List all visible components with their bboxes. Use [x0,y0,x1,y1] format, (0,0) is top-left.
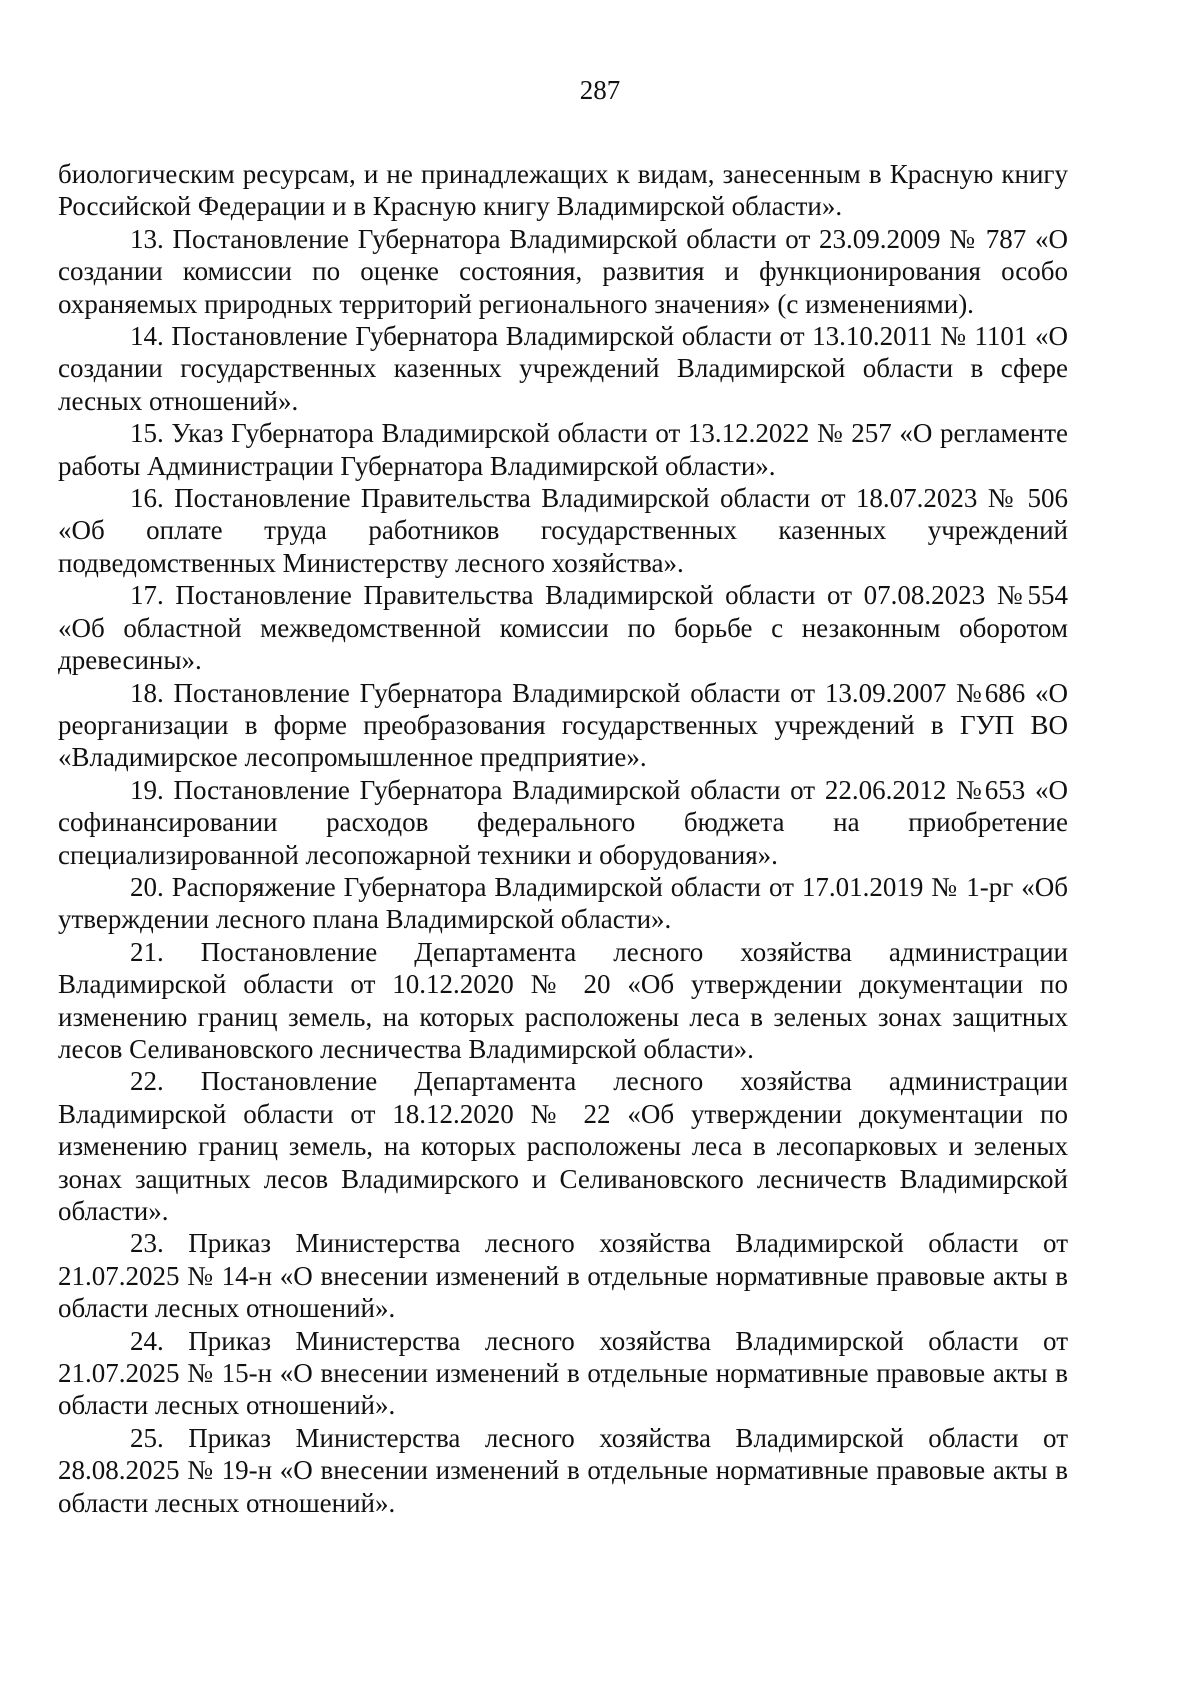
list-item-22: 22. Постановление Департамента лесного хозяйства администрации Владимирской области от 18.12.2020 № 22 «Об утверждении документации по изменению границ земель, на которых расположены леса в лесопарковых и зеленых зонах защитных лесов Владимирского и Селивановского лесничеств Владимирской области». [58,1066,1068,1226]
list-item-24: 24. Приказ Министерства лесного хозяйства Владимирской области от 21.07.2025 № 15-н «О внесении изменений в отдельные нормативные правовые акты в области лесных отношений». [58,1325,1068,1421]
list-item-19: 19. Постановление Губернатора Владимирской области от 22.06.2012 №653 «О софинансировании расходов федерального бюджета на приобретение специализированной лесопожарной техники и оборудования». [58,774,1068,870]
list-item-20: 20. Распоряжение Губернатора Владимирской области от 17.01.2019 № 1-рг «Об утверждении лесного плана Владимирской области». [58,871,1068,935]
list-item-14: 14. Постановление Губернатора Владимирской области от 13.10.2011 № 1101 «О создании государственных казенных учреждений Владимирской области в сфере лесных отношений». [58,321,1068,416]
page-number: 287 [579,75,621,105]
list-item-17: 17. Постановление Правительства Владимирской области от 07.08.2023 №554 «Об областной межведомственной комиссии по борьбе с незаконным оборотом древесины». [58,580,1068,676]
list-item-15: 15. Указ Губернатора Владимирской области от 13.12.2022 № 257 «О регламенте работы Администрации Губернатора Владимирской области». [58,418,1068,481]
list-item-21: 21. Постановление Департамента лесного хозяйства администрации Владимирской области от 10.12.2020 № 20 «Об утверждении документации по изменению границ земель, на которых расположены леса в зеленых зонах защитных лесов Селивановского лесничества Владимирской области». [58,936,1068,1064]
list-item-25: 25. Приказ Министерства лесного хозяйства Владимирской области от 28.08.2025 № 19-н «О внесении изменений в отдельные нормативные правовые акты в области лесных отношений». [58,1422,1068,1518]
document-body [58,158,1068,1519]
list-item-18: 18. Постановление Губернатора Владимирской области от 13.09.2007 №686 «О реорганизации в форме преобразования государственных учреждений в ГУП ВО «Владимирское лесопромышленное предприятие». [58,677,1068,773]
list-item-16: 16. Постановление Правительства Владимирской области от 18.07.2023 № 506 «Об оплате труда работников государственных казенных учреждений подведомственных Министерству лесного хозяйства». [58,483,1068,578]
list-item-13: 13. Постановление Губернатора Владимирской области от 23.09.2009 № 787 «О создании комиссии по оценке состояния, развития и функционирования особо охраняемых природных территорий регионального значения» (с изменениями). [58,223,1068,319]
list-item-23: 23. Приказ Министерства лесного хозяйства Владимирской области от 21.07.2025 № 14-н «О внесении изменений в отдельные нормативные правовые акты в области лесных отношений». [58,1228,1068,1324]
paragraph-continuation: биологическим ресурсам, и не принадлежащих к видам, занесенным в Красную книгу Российской Федерации и в Красную книгу Владимирской области». [58,159,1068,222]
